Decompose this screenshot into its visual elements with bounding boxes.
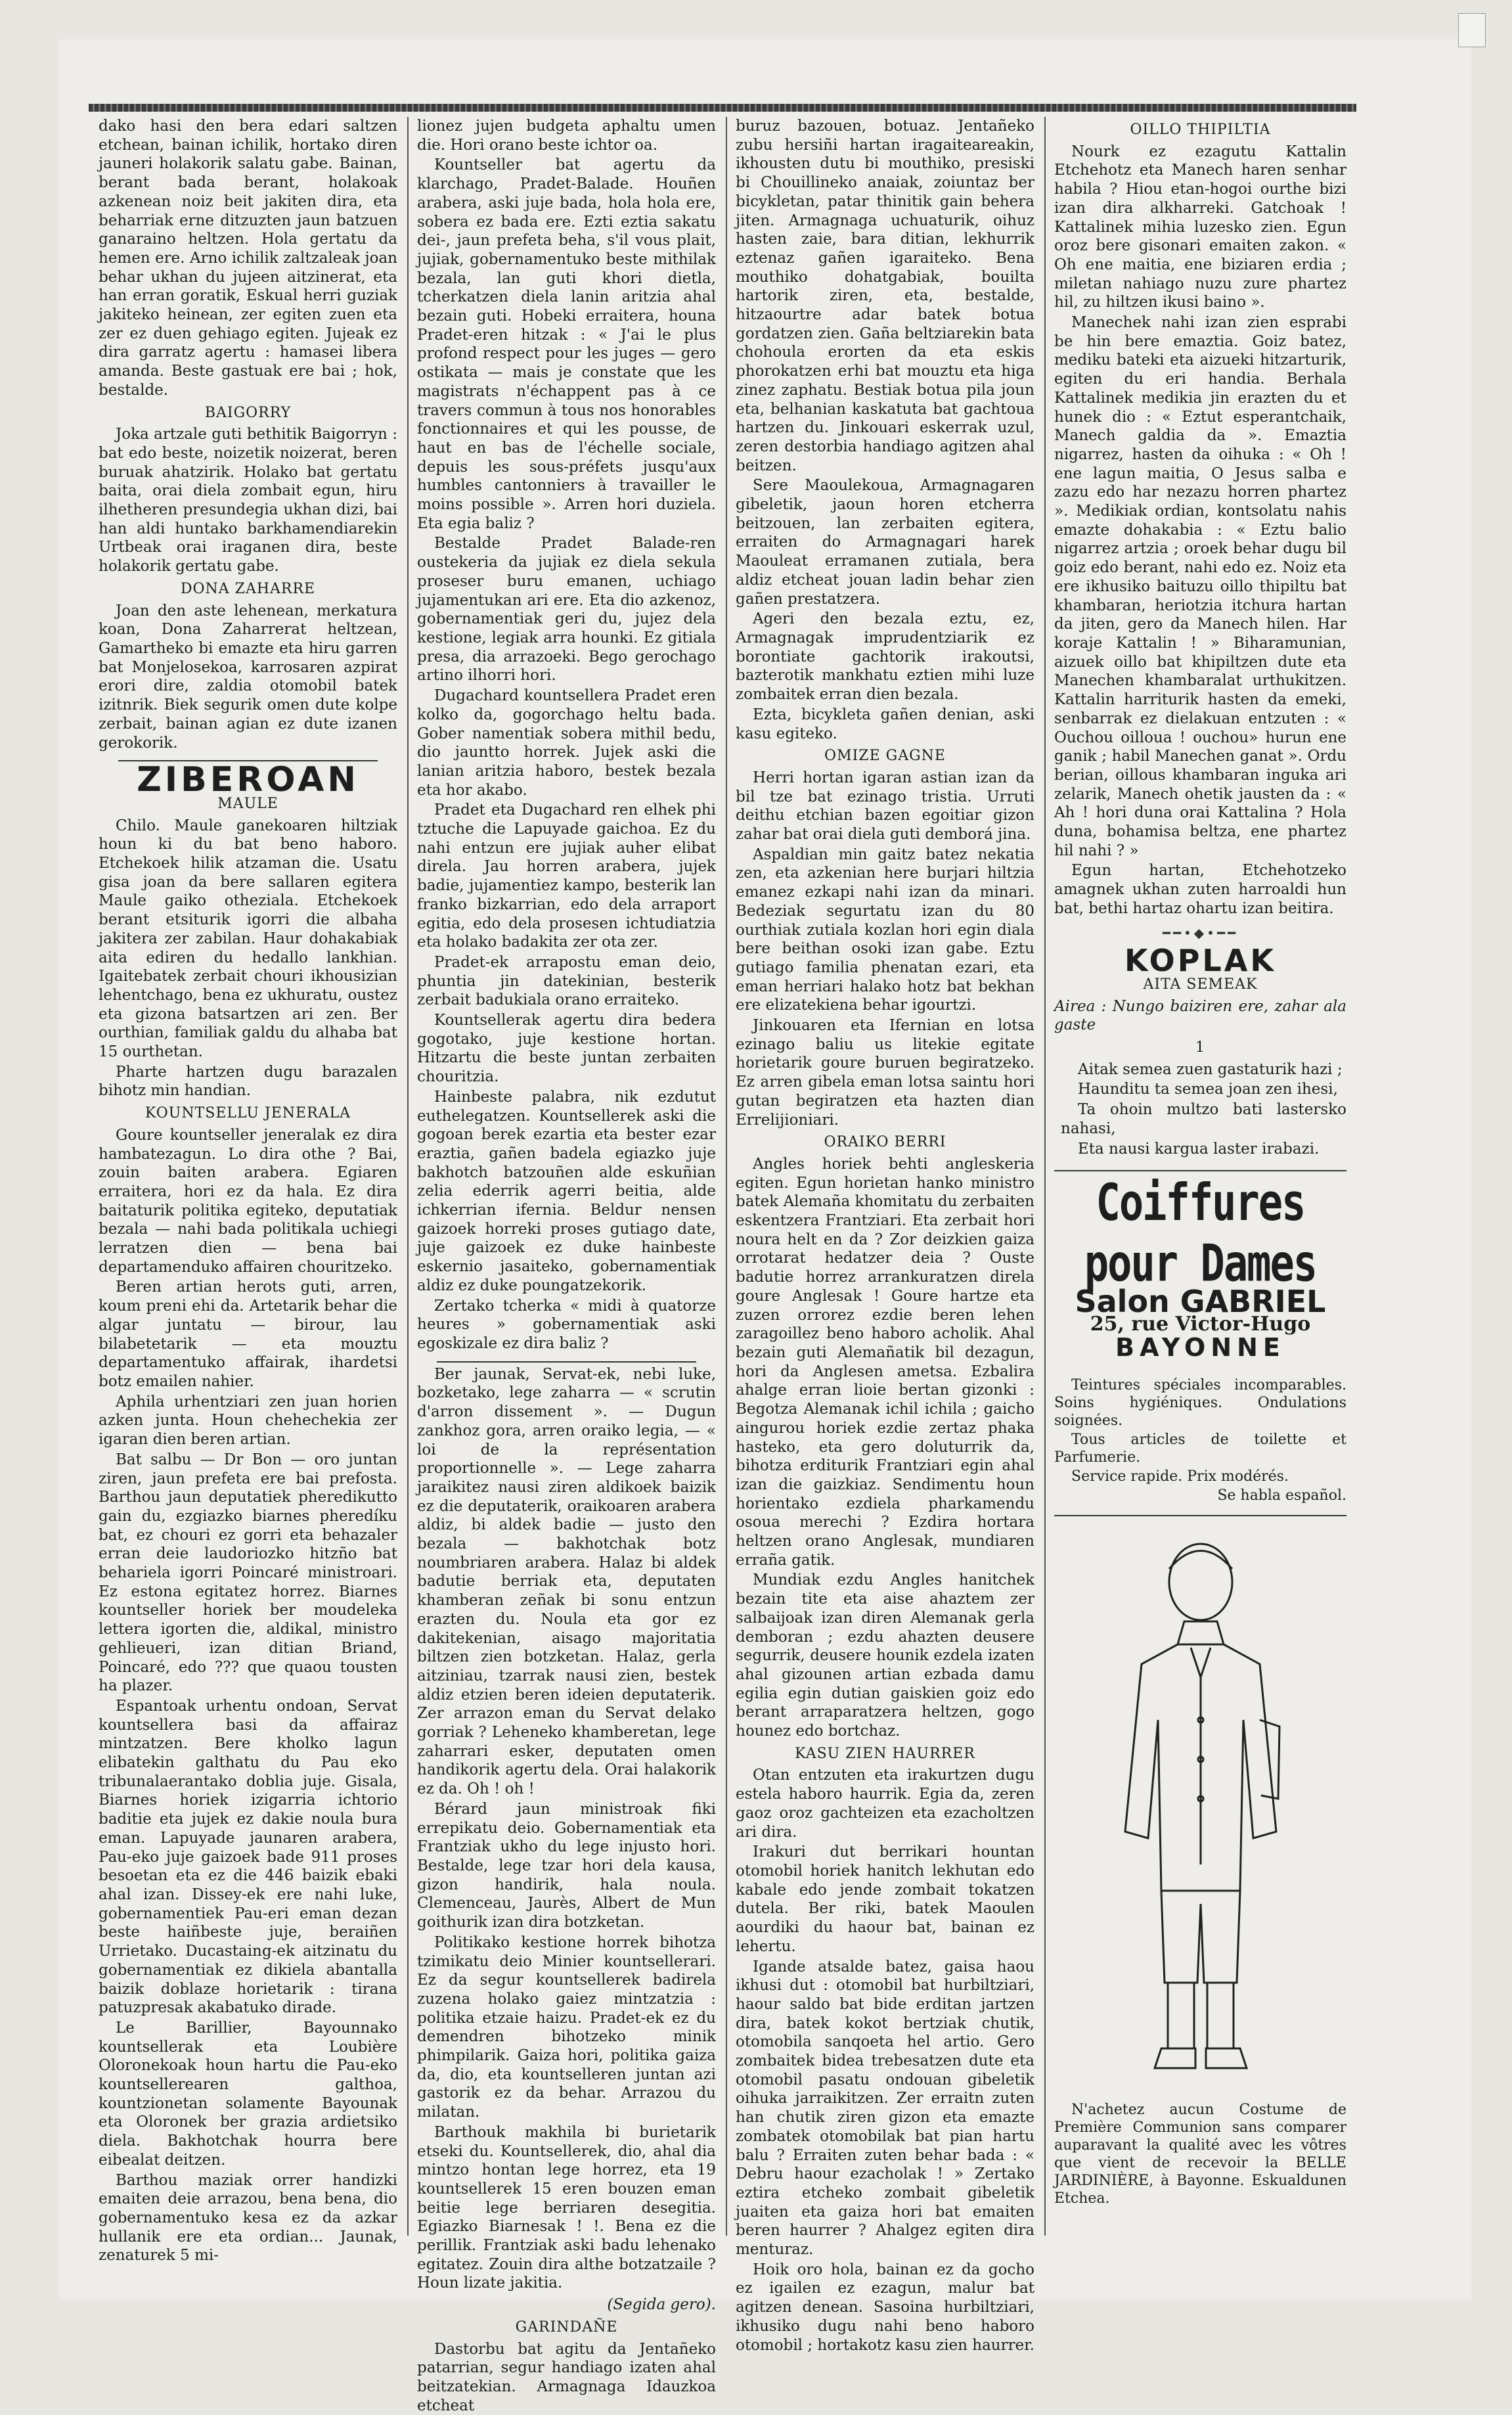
article-text: Egun hartan, Etchehotzeko amagnek ukhan zuten harroaldi hun bat, bethi hartaz ohartu izan beitira. <box>1054 862 1346 917</box>
column-3 <box>736 117 1034 2354</box>
verse-line: Haunditu ta semea joan zen ihesi, <box>1078 1081 1338 1098</box>
article-text: Bat salbu — Dr Bon — oro juntan ziren, jaun prefeta ere bai prefosta. Barthou jaun deputatiek pheredikutto gain du, ezgiazko biarnes pheredíku bat, ez chouri ez gorri eta behazaler erran deie laudoriozko hitzño bat behariela igorri Poincaré ministroari. Ez estona egitatez horrez. Biarnes kountseller horiek ber moudeleka lettera igorten die, aldikal, ministro gehlieueri, izan ditian Briand, Poincaré, edo ??? que quaou tousten ha plazer. <box>99 1451 397 1695</box>
article-text: Irakuri dut berrikari hountan otomobil horiek hanitch lekhutan edo kabale edo jende zombait tokatzen dutela. Ber riki, batek Maoulen aourdiki du haour bat, bainan ez lehertu. <box>736 1843 1034 1955</box>
article-text: Bestalde Pradet Balade-ren oustekeria da jujiak ez diela sekula proseser buru emanen, uchiago jujamentukan ari ere. Eta dio azkenoz, gobernamentiak geri du, jujez dela kestione, legiak arra hounki. Ez gitiala presa, dia arrazoeki. Bego gerochago artino ilhorri hori. <box>417 535 716 685</box>
article-text: Manechek nahi izan zien esprabi be hin bere emaztia. Goiz batez, mediku bateki eta aizueki hitzarturik, egiten du eri handia. Berhala Kattalinek medikia jin erazten du et hunek dio : « Eztut esperantchaik, Manech galdia da ». Emaztia nigarrez, hasten da oihuka : « Oh ! ene lagun maitia, O Jesus salba e zazu edo har nezazu horren phartez ». Medikiak ordian, kontsolatu nahis emazte dohakabia : « Eztu balio nigarrez artzia ; oroek behar dugu bil goiz edo berant, nahi edo ez. Noiz eta ere ikhusiko baituzu oillo thipiltu bat khambaran, heriotzia itchura hartan da jiten, gero da Manech hilen. Har koraje Kattalin ! » Biharamunian, aizuek oillo bat khipiltzen dute eta Manechen khambaralat urthukitzen. Kattalin harriturik hasten da emeki, senbarrak ez dielakuan entzuten : « Ouchou oilloua ! ouchou» hurun ene ganik ; habil Manechen ganat ». Ordu berian, oillous khambaran inguka ari zelarik, Manech ohetik jausten da : « Ah ! hori duna orai Kattalina ? Hola duna, bohamisa beltza, ene phartez hil nahi ? » <box>1054 314 1346 859</box>
section-title-ziberoan: ZIBEROAN <box>137 760 359 800</box>
article-text: Herri hortan igaran astian izan da bil tze bat ezinago tristia. Urruti deithu etchian bazen egoitiar gizon zahar bat orai diela guti demborá jina. <box>736 769 1034 844</box>
article-text: Bérard jaun ministroak fiki errepikatu deio. Gobernamentiak eta Frantziak ukho du lege injusto hori. Bestalde, lege tzar hori dela kausa, gizon handirik, hala noula. Clemenceau, Jaurès, Albert de Mun goithurik izan dira botzketan. <box>417 1800 716 1931</box>
column-divider <box>726 117 727 2236</box>
continued-note: (Segida gero). <box>607 2296 716 2314</box>
article-text: Sere Maoulekoua, Armagnagaren gibeletik, jaoun horen etcherra beitzouen, lan zerbaiten egitera, erraiten do Armagnagari harek Maouleat erramanen zutiala, bera aldiz etcheat jouan ladin behar zien gañen prestatzera. <box>736 477 1034 608</box>
column-1 <box>99 117 397 2265</box>
article-text: Goure kountseller jeneralak ez dira hambatezagun. Lo dira othe ? Bai, zouin baiten arabera. Egiaren erraitera, hori ez da hala. Ez dira baitaturik politika egiteko, deputatiak bezala — nahi bada politikala uchiegi lerratzen dien — bena bai departamenduko affairen chouritzeko. <box>99 1126 397 1276</box>
article-text: Jinkouaren eta Ifernian en lotsa ezinago baliu us litekie egitate horietarik goure buruen begiratzeko. Ez arren gibela eman lotsa saintu hori gutan begiratzen eta hazten dian Errelijioniari. <box>736 1017 1034 1129</box>
verse-line: Aitak semea zuen gastaturik hazi ; <box>1078 1060 1343 1078</box>
article-text: Dastorbu bat agitu da Jentañeko patarrian, segur handiago izaten ahal beitzatekian. Armagnaga Idauzkoa etcheat <box>417 2340 716 2414</box>
article-text: Joan den aste lehenean, merkatura koan, Dona Zaharrerat heltzean, Gamartheko bi emazte eta hiru garren bat Monjelosekoa, karrosaren azpirat erori dire, zaldia otomobil batek izitnrik. Biek segurik omen dute kolpe zerbait, bainan agian ez dute izanen gerokorik. <box>99 602 397 752</box>
article-text: buruz bazouen, botuaz. Jentañeko zubu hersiñi hartan iragaiteareakin, ikhousten dutu bi mouthiko, presiski bi Chouillineko anaiak, zoiuntaz ber bicykletan, patar thinitik gain behera jiten. Armagnaga uchuaturik, oihuz hasten zaie, bara ditian, lekhurrik eztenaz gañen igaraiteko. Bena mouthiko dohatgabiak, bouilta hartorik ziren, eta, bestalde, hitzaourtre adar batek botua gordatzen zien. Gaña beltziarekin bata chohoula erorten da eta eskis phorokatzen erhi bat mouztu eta higa zinez zaphatu. Bestiak botua pila joun eta, belhanian kaskatuta bat gachtoua hartzen du. Jinkouari eskerrak uzul, zeren destorbia handiago agitzen ahal beitzen. <box>736 118 1034 474</box>
ad-text: Service rapide. Prix modérés. <box>1071 1468 1289 1485</box>
article-text: Espantoak urhentu ondoan, Servat kountsellera basi da affairaz mintzatzen. Bere kholko lagun elibatekin galthatu du Pau eko tribunalaerantako doblia juje. Gisala, Biarnes horiek izigarria ichtorio baditie eta jujek ez dakie noula bura eman. Lapuyade jaunaren arabera, Pau-eko juje gaizoek bade 911 proses besoetan eta ez die 446 baizik ebaki ahal izan. Dissey-ek ere nahi luke, gobernamentiek Pau-eri eman dezan beste haiñbeste juje, beraiñen Urrietako. Ducastaing-ek aitzinatu du gobernamentiak ez dikiela abantalla baizik doblaze horietarik : tirana patuzpresak akabatuko dirade. <box>99 1697 397 2017</box>
column-4 <box>1054 117 1346 2239</box>
article-text: Politikako kestione horrek bihotza tzimikatu deio Minier kountsellerari. Ez da segur kountsellerek badirela zuzena holako gaiez mintzatzia : politika etzaie haizu. Pradet-ek ez du demendren bihotzeko minik phimpilarik. Gaiza hori, politika gaiza da, dio, eta kountselleren juntan azi gastorik ez da behar. Arrazou du milatan. <box>417 1933 716 2121</box>
ad-address: 25, rue Victor-Hugo <box>1090 1312 1311 1336</box>
ad-text: Tous articles de toilette et Parfumerie. <box>1054 1432 1346 1466</box>
column-divider <box>1044 117 1046 2236</box>
top-rule <box>89 104 1356 112</box>
ad-text: Se habla español. <box>1217 1487 1346 1504</box>
article-text: Nourk ez ezagutu Kattalin Etchehotz eta Manech haren senhar habila ? Hiou etan-hogoi ourthe bizi izan dira alkharreki. Gatchoak ! Kattalinek mihia luzesko zien. Egun oroz bere gisonari emaiten zakon. « Oh ene maitia, ene biziaren erdia ; miletan nahiago nuzu zure phartez hil, zu hiltzen ikusi baino ». <box>1054 143 1346 311</box>
article-text: Ageri den bezala eztu, ez, Armagnagak imprudentziarik ez borontiate gachtorik irakoutsi, bazterotik mankhatu eztien mihi luze zombaitek erran dien bezala. <box>736 610 1034 704</box>
headline-aita-semeak: AITA SEMEAK <box>1143 976 1258 993</box>
ad-text: Teintures spéciales incomparables. Soins hygiéniques. Ondulations soignées. <box>1054 1377 1346 1430</box>
verse-number: 1 <box>1195 1039 1205 1056</box>
article-text: Beren artian herots guti, arren, koum preni ehi da. Artetarik behar die algar juntatu — birour, lau bilabetetarik — eta mouztu departamentuko affairak, ihardetsi botz emailen nahier. <box>99 1278 397 1390</box>
article-text: Aphila urhentziari zen juan horien azken junta. Houn chehechekia zer igaran dien beren artian. <box>99 1393 397 1449</box>
headline-kountsellu: KOUNTSELLU JENERALA <box>145 1105 351 1122</box>
ad-divider <box>1054 1170 1346 1171</box>
article-text: Le Barillier, Bayounnako kountsellerak eta Loubière Oloronekoak houn hartu die Pau-eko kountsellerearen galthoa, kountzionetan solamente Bayounak eta Oloronek ber grazia ardietsiko diela. Bakhotchak hourra bere eibealat deitzen. <box>99 2019 397 2169</box>
ad-headline: Coiffures pour Dames <box>1084 1172 1317 1294</box>
headline-omize-gagne: OMIZE GAGNE <box>824 748 946 765</box>
article-text: Ezta, bicykleta gañen denian, aski kasu egiteko. <box>736 706 1034 742</box>
column-divider <box>407 117 409 2236</box>
article-text: Hainbeste palabra, nik ezdutut euthelegatzen. Kountsellerek aski die gogoan berek ezartia eta bester ezar eraztia, gañen badela egiazko juje bakhotch batzouñen alde eskuñian zelia ederrik agerri beitia, alde ichkerrian ifernia. Beldur nensen gaizoek horreki proses gutiago date, juje gaizoek ez duke hainbeste eskernio jasaiteko, gobernamentiak aldiz ez duke poungatzekorik. <box>417 1088 716 1294</box>
boy-in-suit-illustration <box>1069 1523 1332 2094</box>
article-text: Pradet eta Dugachard ren elhek phi tztuche die Lapuyade gaichoa. Ez du nahi entzun ere jujiak auher elibat direla. Jau horren arabera, jujek badie, jujamentiez kampo, besterik lan franko bizkarrian, edo dela arraport egitia, edo dela prosesen ichtudiatzia eta holako badakita zer ota zer. <box>417 801 716 951</box>
song-tune: Airea : Nungo baiziren ere, zahar ala gaste <box>1054 997 1346 1034</box>
article-divider <box>437 1361 696 1363</box>
article-text: Kountsellerak agertu dira bedera gogotako, juje kestione hortan. Hitzartu die beste juntan zerbaiten chouritzia. <box>417 1012 716 1086</box>
article-text: Aspaldian min gaitz batez nekatia zen, eta azkenian here burjari hiltzia emanez ezkapi nahi izan da minari. Bedeziak segurtatu izan du 80 ourthiak zutiala kozlan hori egin diala bere beithan osoki izan gabe. Eztu gutiago familia phenatan ezari, eta eman herriari halako hotz bat bekhan ere elizatekiena behar igourtzi. <box>736 846 1034 1014</box>
ad-divider <box>1054 1515 1346 1516</box>
article-text: Kountseller bat agertu da klarchago, Pradet-Balade. Houñen arabera, aski juje bada, hola hola ere, sobera ez bada ere. Ezti eztia sakatu dei-, jaun prefeta beha, s'il vous plait, jujiak, gobernamentuko beste mithilak bezala, lan guti khori dietla, tcherkatzen diela lanin aritzia ahal bezain guti. Hobeki erraitera, houna Pradet-eren hitzak : « J'ai le plus profond respect pour les juges — gero ostikata — mais je constate que les magistrats n'échappent pas à ce travers commun à tous nos honorables fonctionnaires et qui les pousse, de haut en bas de l'échelle sociale, depuis les sous-préfets jusqu'aux humbles cantonniers à travailler le moins possible ». Arren hori duziela. Eta egia baliz ? <box>417 156 716 532</box>
article-text: Pradet-ek arrapostu eman deio, phuntia jin datekinian, besterik zerbait badukiala orano erraiteko. <box>417 953 716 1009</box>
page-corner-mark <box>1458 13 1486 47</box>
article-text: Pharte hartzen dugu barazalen bihotz min handian. <box>99 1063 397 1100</box>
verse-line: Eta nausi kargua laster irabazi. <box>1078 1140 1320 1158</box>
headline-garindane: GARINDAÑE <box>515 2318 618 2336</box>
article-text: Otan entzuten eta irakurtzen dugu estela haboro haurrik. Egia da, zeren gaoz oroz gachteizen eta ezacholtzen ari dira. <box>736 1767 1034 1841</box>
article-text: Angles horiek behti angleskeria egiten. Egun horietan hanko ministro batek Alemaña khomitatu du zerbaiten eskentzera Frantziari. Eta zerbait hori noura helt en da ? Zor deizkien gaiza orrotarat hedatzer deia ? Ouste badutie horrez arrankuratzen direla goure Anglesak ! Goure hartze eta zuzen orrorez ezdie beren lehen zaragoillez beno haboro acholik. Ahal bezain guti Alemañatik bil dezagun, hori da Anglesen ametsa. Ezbalira ahalge erran lioie bertan gizonki : Begotza Alemanak ichil ichila ; gaicho aingurou horiek ezdie zertaz phaka hasteko, eta gero doluturrik da, bihotza erditurik Frantziari egin ahal izan die gaizkiaz. Sendimentu houn horientako ezdiela pharkamendu osoua merechi ? Ezdira hortara heltzen orano Anglesak, mundiaren erraña gatik. <box>736 1155 1034 1569</box>
article-text: Hoik oro hola, bainan ez da gocho ez igailen ez ezagun, malur bat agitzen denean. Sasoina hurbiltziari, ikhusiko dugu nahi beno haboro otomobil ; hortakotz kasu zien haurrer. <box>736 2261 1034 2354</box>
verse-line: Ta ohoin multzo bati lastersko nahasi, <box>1061 1101 1346 1137</box>
headline-oraiko-berri: ORAIKO BERRI <box>824 1134 946 1151</box>
article-text: Barthou maziak orrer handizki emaiten deie arrazou, bena bena, dio gobernamentuko kesa ez da azkar hullanik ere eta ordian... Jaunak, zenaturek 5 mi- <box>99 2171 397 2265</box>
section-title-koplak: KOPLAK <box>1124 943 1276 979</box>
article-text: Mundiak ezdu Angles hanitchek bezain tite eta aise ahaztem zer salbaijoak izan diren Alemanak gerla demboran ; ezdu ahazten deusere segurrik, deusere hounik ezdela izaten ahal gizounen artian ezbada damu egilia egin dutian gaiskien goiz edo berant arraparatzera heltzen, gogo hounez edo bortchaz. <box>736 1571 1034 1740</box>
ad-city: BAYONNE <box>1115 1332 1285 1362</box>
article-text: dako hasi den bera edari saltzen etchean, bainan ichilik, hortako diren jauneri holakorik salatu gabe. Bainan, berant bada berant, holakoak azkenean noiz beit jakiten dira, eta beharriak erne ditzuzten jaun batzuen ganaraino heltzen. Hola gertatu da hemen ere. Arno ichilik zaltzaleak joan behar ukhan du jujeen aitzinerat, eta han erran goratik, Eskual herri guziak jakiteko heinean, zer egiten zuen eta zer ez duen gehiago egiten. Jujeak ez dira garratz agertu : hamasei libera amanda. Beste gastuak ere bai ; hok, bestalde. <box>99 118 397 399</box>
headline-baigorry: BAIGORRY <box>204 404 292 421</box>
article-text: Joka artzale guti bethitik Baigorryn : bat edo beste, noizetik noizerat, beren buruak ahatzirik. Holako bat gertatu baita, orai diela zombait egun, hiru ilhetheren presundegia ukhan dizi, bai han aldi huntako barkhamendiarekin Urtbeak orai iraganen dira, beste holakorik gertatu gabe. <box>99 426 397 576</box>
article-text: Barthouk makhila bi burietarik etseki du. Kountsellerek, dio, ahal dia mintzo hontan lege horrez, eta 19 kountsellerek 15 eren bouzen eman beitie lege berriaren desegitia. Egiazko Biarnesak ! !. Bena ez die perillik. Frantziak aski badu lehenako egitatez. Zouin dira althe botzatzaile ? Houn lizate jakitia. <box>417 2123 716 2292</box>
article-text: Ber jaunak, Servat-ek, nebi luke, bozketako, lege zaharra — « scrutin d'arron dissement ». — Dugun zankhoz gora, arren oraiko legia, — « loi de la représentation proportionnelle ». — Lege zaharra jaraikitez nausi ziren aldikoek baizik ez die deputaterik, oraikoaren arabera aldiz, bi aldek badie — justo den bezala — bakhotchak botz noumbriaren arabera. Halaz bi aldek badutie berriak eta, deputaten khamberan zeñak bi sonu entzun erazten du. Noula eta gor ez dakitekenian, aisago majoritatia biltzen zien botzketan. Halaz, gerla aitziniau, tzarrak nausi zien, bestek aldiz etzien beren ideien deputaterik. Zer arrazon eman du Servat delako gorriak ? Leheneko khamberetan, lege zaharrari esker, deputaten omen handikorik agertu dela. Orai halakorik ez da. Oh ! oh ! <box>417 1365 716 1798</box>
article-text: Igande atsalde batez, gaisa haou ikhusi dut : otomobil bat hurbiltziari, haour saldo bat bide erditan jartzen dira, batek kokot bertziak chutik, otomobila sanqoeta hel artio. Gero zombaitek bidea trebesatzen dute eta otomobil pasatu ondouan gibeletik oihuka jarraikitzen. Zer erraitn zuten han chutik ziren gizon eta emazte zombatek otomobilak bat pian hartu balu ? Erraiten zuten behar bada : « Debru haour ezacholak ! » Zertako eztira etcheko zombait gibeletik juaiten eta gaiza hori bat emaiten beren haurrer ? Ahalgez egiten dira menturaz. <box>736 1958 1034 2259</box>
headline-kasu-zien-haurrer: KASU ZIEN HAURRER <box>795 1745 975 1762</box>
ad-salon-name: Salon GABRIEL <box>1075 1284 1326 1320</box>
article-text: Chilo. Maule ganekoaren hiltziak houn ki du bat beno haboro. Etchekoek hilik atzaman die. Usatu gisa joan da bere sallaren egitera Maule gaiko otheziala. Etchekoek berant etsiturik igorri die albaha jakitera zer zabilan. Haur dohakabiak aita ediren du hedallo lankhian. Igaitebatek zerbait chouri ikhousizian lehentchago, bena ez ukhuratu, oustez eta gizona batsartzen ari zen. Ber ourthian, familiak galdu du alhaba bat 15 ourthetan. <box>99 817 397 1061</box>
ornament-divider: ━━•◆•━━ <box>1162 924 1239 941</box>
article-text: lionez jujen budgeta aphaltu umen die. Hori orano beste ichtor oa. <box>417 118 716 154</box>
article-text: Zertako tcherka « midi à quatorze heures » gobernamentiak aski egoskizale ez dira baliz ? <box>417 1297 716 1352</box>
headline-oillo-thipiltia: OILLO THIPILTIA <box>1130 122 1271 138</box>
column-2 <box>417 117 716 2414</box>
article-text: Dugachard kountsellera Pradet eren kolko da, gogorchago heltu bada. Gober namentiak sobera mithil bedu, dio jauntto horrek. Jujek aski die lanian aritzia haboro, bestek bezala eta hor akabo. <box>417 687 716 799</box>
headline-dona-zaharre: DONA ZAHARRE <box>180 580 316 597</box>
headline-maule: MAULE <box>217 795 278 812</box>
ad-text: N'achetez aucun Costume de Première Communion sans comparer auparavant la qualité avec les vôtres que vient de recevoir la BELLE JARDINIÈRE, à Bayonne. Eskualdunen Etchea. <box>1054 2102 1346 2207</box>
